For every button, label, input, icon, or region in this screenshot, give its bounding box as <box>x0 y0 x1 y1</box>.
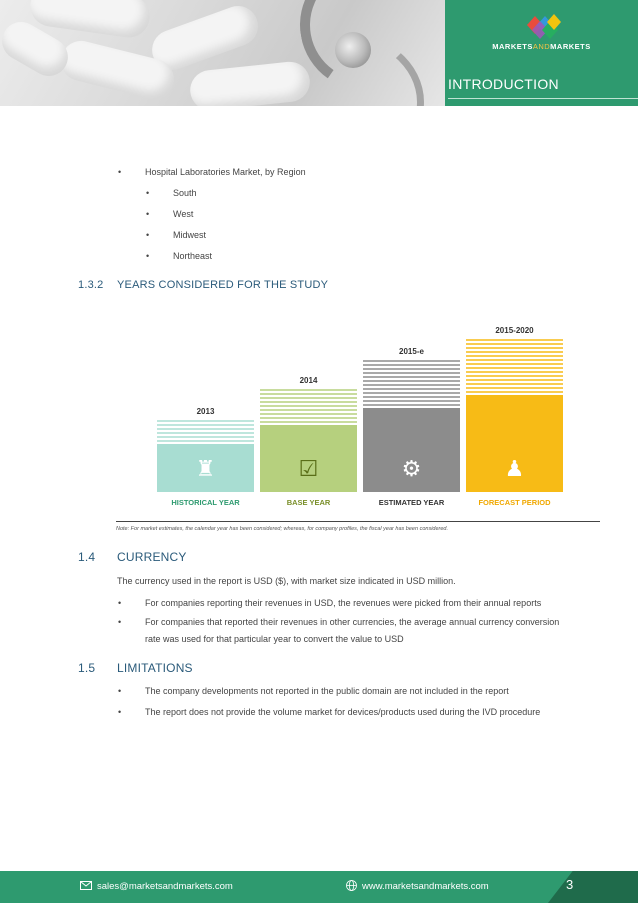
year-block-stripe <box>260 421 357 423</box>
year-block-stripe <box>466 375 563 377</box>
years-section-number: 1.3.2 <box>78 279 104 291</box>
page-number: 3 <box>566 877 574 892</box>
estimate-chart-icon: ⚙ <box>401 456 422 481</box>
category-label: ESTIMATED YEAR <box>378 498 445 507</box>
year-block-stripe <box>363 404 460 406</box>
year-block-stripe <box>260 413 357 415</box>
year-block-stripe <box>157 424 254 426</box>
year-block-stripe <box>363 388 460 390</box>
year-block-stripe <box>363 364 460 366</box>
globe-icon <box>346 880 357 891</box>
year-block-stripe <box>466 367 563 369</box>
chart-note: Note: For market estimates, the calendar year has been considered; whereas, for company profiles, the fiscal year has been considered. <box>116 526 449 532</box>
year-block-stripe <box>363 396 460 398</box>
currency-bullet-2-line-1: For companies that reported their revenues in other currencies, the average annual currency conversion <box>145 617 560 627</box>
pillar-icon: ♜ <box>195 456 216 481</box>
year-block-stripe <box>363 380 460 382</box>
section-title: INTRODUCTION <box>448 76 559 92</box>
footer-email[interactable]: sales@marketsandmarkets.com <box>97 881 233 892</box>
limitations-bullet-1: The company developments not reported in the public domain are not included in the report <box>145 686 509 696</box>
year-block-stripe <box>260 393 357 395</box>
year-block-stripe <box>157 428 254 430</box>
limitations-section-title: LIMITATIONS <box>117 661 193 675</box>
years-section-title: YEARS CONSIDERED FOR THE STUDY <box>117 279 329 291</box>
mail-icon <box>80 881 92 890</box>
category-label: BASE YEAR <box>286 498 331 507</box>
bullet-marker: • <box>118 707 122 717</box>
bullet-marker: • <box>146 209 150 219</box>
year-block-stripe <box>157 420 254 422</box>
year-block-stripe <box>466 359 563 361</box>
region-item-south: South <box>173 188 197 198</box>
footer <box>0 868 638 903</box>
year-block-stripe <box>466 355 563 357</box>
currency-bullet-1: For companies reporting their revenues in USD, the revenues were picked from their annual reports <box>145 598 542 608</box>
year-block-stripe <box>260 401 357 403</box>
currency-section-title: CURRENCY <box>117 550 187 564</box>
year-block-stripe <box>157 436 254 438</box>
year-block-stripe <box>466 351 563 353</box>
year-block-stripe <box>466 391 563 393</box>
year-block-stripe <box>260 405 357 407</box>
year-block-stripe <box>363 384 460 386</box>
category-label: HISTORICAL YEAR <box>171 498 240 507</box>
bullet-marker: • <box>146 251 150 261</box>
year-block-stripe <box>466 363 563 365</box>
company-logo <box>507 10 577 40</box>
bullet-marker: • <box>146 188 150 198</box>
calendar-icon: ☑ <box>298 456 319 481</box>
year-block-stripe <box>260 397 357 399</box>
year-label: 2013 <box>196 407 215 416</box>
title-underline <box>448 98 638 99</box>
year-block-stripe <box>363 376 460 378</box>
year-block-stripe <box>363 392 460 394</box>
year-block-stripe <box>260 417 357 419</box>
chart-divider <box>116 521 600 522</box>
year-block-stripe <box>466 371 563 373</box>
currency-bullet-2-line-2: rate was used for that particular year to convert the value to USD <box>145 634 404 644</box>
category-label: FORECAST PERIOD <box>478 498 551 507</box>
year-block-stripe <box>466 387 563 389</box>
bullet-marker: • <box>146 230 150 240</box>
limitations-bullet-2: The report does not provide the volume market for devices/products used during the IVD procedure <box>145 707 541 717</box>
footer-website[interactable]: www.marketsandmarkets.com <box>362 881 489 892</box>
year-block-stripe <box>466 383 563 385</box>
year-block-stripe <box>363 400 460 402</box>
year-block-stripe <box>260 389 357 391</box>
region-item-northeast: Northeast <box>173 251 213 261</box>
year-block-stripe <box>466 347 563 349</box>
year-label: 2015-e <box>399 347 424 356</box>
header-photo <box>0 0 445 106</box>
bullet-marker: • <box>118 617 122 627</box>
year-block-stripe <box>466 343 563 345</box>
brand-name: MARKETSANDMARKETS <box>492 42 591 51</box>
year-block-stripe <box>260 409 357 411</box>
year-block-stripe <box>363 368 460 370</box>
year-block-stripe <box>363 372 460 374</box>
presenter-icon: ♟ <box>504 456 525 481</box>
year-block-stripe <box>157 440 254 442</box>
currency-section-number: 1.4 <box>78 550 96 564</box>
year-block-stripe <box>466 379 563 381</box>
region-item-midwest: Midwest <box>173 230 207 240</box>
region-list-intro: Hospital Laboratories Market, by Region <box>145 167 306 177</box>
page-number-tab <box>548 868 638 903</box>
year-block-stripe <box>363 360 460 362</box>
bullet-marker: • <box>118 167 122 177</box>
year-block-stripe <box>157 432 254 434</box>
year-block-stripe <box>466 339 563 341</box>
bullet-marker: • <box>118 686 122 696</box>
footer-top-border <box>0 868 638 871</box>
currency-paragraph: The currency used in the report is USD ($), with market size indicated in USD million. <box>117 576 456 586</box>
region-item-west: West <box>173 209 194 219</box>
limitations-section-number: 1.5 <box>78 661 96 675</box>
year-label: 2014 <box>299 376 318 385</box>
bullet-marker: • <box>118 598 122 608</box>
year-label: 2015-2020 <box>495 326 534 335</box>
